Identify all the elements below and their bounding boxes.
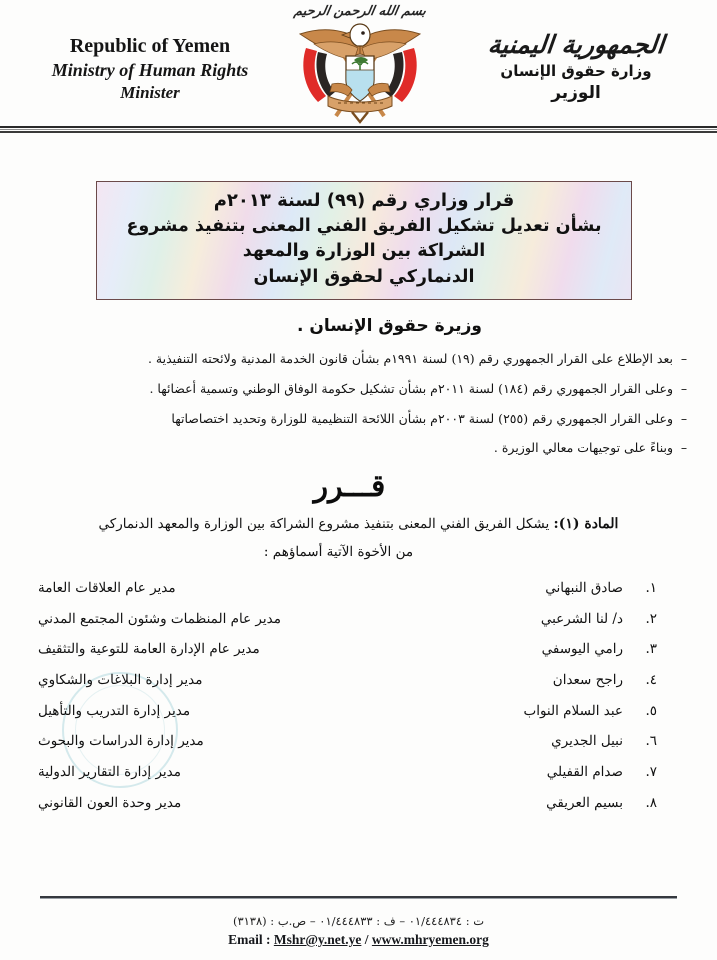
member-name: عبد السلام النواب	[523, 702, 623, 719]
preamble-text: وبناءً على توجيهات معالي الوزيرة .	[493, 440, 673, 456]
header-arabic-block	[451, 30, 701, 103]
header-divider-bar-mid	[0, 129, 717, 130]
decree-subject-line-2: الدنماركي لحقوق الإنسان	[253, 266, 475, 287]
member-title: مدير إدارة التقارير الدولية	[38, 764, 182, 781]
member-title: مدير إدارة البلاغات والشكاوي	[38, 672, 203, 689]
member-number: ٧.	[645, 764, 657, 781]
member-row	[30, 610, 657, 628]
member-number: ٣.	[645, 641, 657, 658]
member-title: مدير عام المنظمات وشئون المجتمع المدني	[38, 610, 281, 627]
preamble-item	[16, 380, 695, 399]
member-name: صادق النبهاني	[545, 579, 623, 596]
header-divider-bar-top	[0, 126, 717, 128]
member-number: ٥.	[645, 702, 657, 719]
footer-contact-line: ت : ٠١/٤٤٤٨٣٤ – ف : ٠١/٤٤٤٨٣٣ – ص.ب : (٣١٣٨)	[232, 914, 485, 928]
header-ministry-ar: وزارة حقوق الإنسان	[500, 62, 652, 80]
bullet-dash-icon: –	[680, 351, 688, 366]
member-name: صدام القفيلي	[546, 764, 623, 781]
decree-title-box	[96, 181, 632, 300]
website-link[interactable]: www.mhryemen.org	[371, 932, 489, 947]
header-ministry-en: Ministry of Human Rights	[51, 60, 249, 81]
member-number: ١.	[645, 579, 657, 596]
article-label: المادة (١):	[553, 516, 619, 532]
document-footer	[0, 884, 717, 960]
bullet-dash-icon: –	[680, 380, 688, 396]
email-link[interactable]: Mshr@y.net.ye	[273, 932, 362, 947]
footer-divider-rule	[40, 896, 677, 900]
bullet-dash-icon: –	[680, 410, 688, 426]
article-one	[40, 512, 677, 565]
member-number: ٢.	[645, 610, 657, 627]
header-country-ar: الجمهورية اليمنية	[486, 30, 666, 59]
preamble-list	[16, 350, 695, 458]
member-title: مدير إدارة الدراسات والبحوث	[38, 733, 204, 750]
member-title: مدير عام الإدارة العامة للتوعية والتثقيف	[38, 641, 260, 658]
emblem-artwork	[292, 4, 428, 126]
minister-title-line: وزيرة حقوق الإنسان .	[297, 316, 482, 336]
article-subtext: من الأخوة الآتية أسماؤهم :	[263, 543, 414, 560]
member-row	[30, 763, 657, 781]
document-header	[0, 0, 717, 124]
decree-number-line: قرار وزاري رقم (٩٩) لسنة ٢٠١٣م	[213, 189, 515, 211]
member-name: راجح سعدان	[552, 672, 623, 689]
footer-email-line	[0, 932, 717, 948]
header-divider-rule	[0, 126, 717, 133]
document-body	[0, 316, 717, 825]
preamble-text: وعلى القرار الجمهوري رقم (٢٥٥) لسنة ٢٠٠٣م بشأن اللائحة التنظيمية للوزارة وتحديد اختصاصاتها	[171, 410, 673, 426]
member-row	[30, 732, 657, 750]
header-divider-bar-bottom	[0, 131, 717, 133]
preamble-item	[16, 350, 695, 369]
member-row	[30, 579, 657, 597]
decided-heading: قـــرر	[313, 469, 386, 504]
member-name: د/ لنا الشرعبي	[540, 610, 623, 627]
article-text: يشكل الفريق الفني المعنى بتنفيذ مشروع الشراكة بين الوزارة والمعهد الدنماركي	[98, 516, 550, 532]
member-number: ٦.	[645, 733, 657, 750]
header-role-en: Minister	[120, 82, 180, 102]
header-role-ar: الوزير	[551, 83, 601, 103]
email-separator: /	[361, 932, 372, 947]
member-name: بسيم العريقي	[546, 794, 623, 811]
member-number: ٨.	[645, 794, 657, 811]
member-list	[0, 579, 717, 812]
preamble-item	[16, 410, 695, 429]
member-name: رامي اليوسفي	[541, 641, 623, 658]
preamble-text: بعد الإطلاع على القرار الجمهوري رقم (١٩) لسنة ١٩٩١م بشأن قانون الخدمة المدنية ولائحته التنفيذية .	[147, 351, 673, 366]
preamble-item	[16, 439, 695, 458]
basmala-calligraphy: بسم الله الرحمن الرحيم	[292, 4, 428, 19]
member-row	[30, 794, 657, 812]
email-label: Email :	[228, 932, 274, 947]
member-row	[30, 671, 657, 689]
member-title: مدير عام العلاقات العامة	[38, 579, 176, 596]
decree-subject-line-1: بشأن تعديل تشكيل الفريق الفني المعنى بتنفيذ مشروع الشراكة بين الوزارة والمعهد	[126, 215, 602, 262]
member-title: مدير إدارة التدريب والتأهيل	[38, 702, 191, 719]
member-row	[30, 640, 657, 658]
bullet-dash-icon: –	[680, 440, 688, 456]
member-title: مدير وحدة العون القانوني	[38, 794, 182, 811]
member-number: ٤.	[645, 672, 657, 689]
member-row	[30, 702, 657, 720]
header-country-en: Republic of Yemen	[69, 35, 231, 57]
yemen-eagle-emblem	[292, 4, 428, 126]
header-english-block	[24, 34, 276, 103]
footer-divider-bar-bottom	[40, 898, 677, 899]
preamble-text: وعلى القرار الجمهوري رقم (١٨٤) لسنة ٢٠١١م بشأن تشكيل حكومة الوفاق الوطني وتسمية أعضائها .	[149, 380, 673, 396]
member-name: نبيل الجديري	[551, 733, 623, 750]
